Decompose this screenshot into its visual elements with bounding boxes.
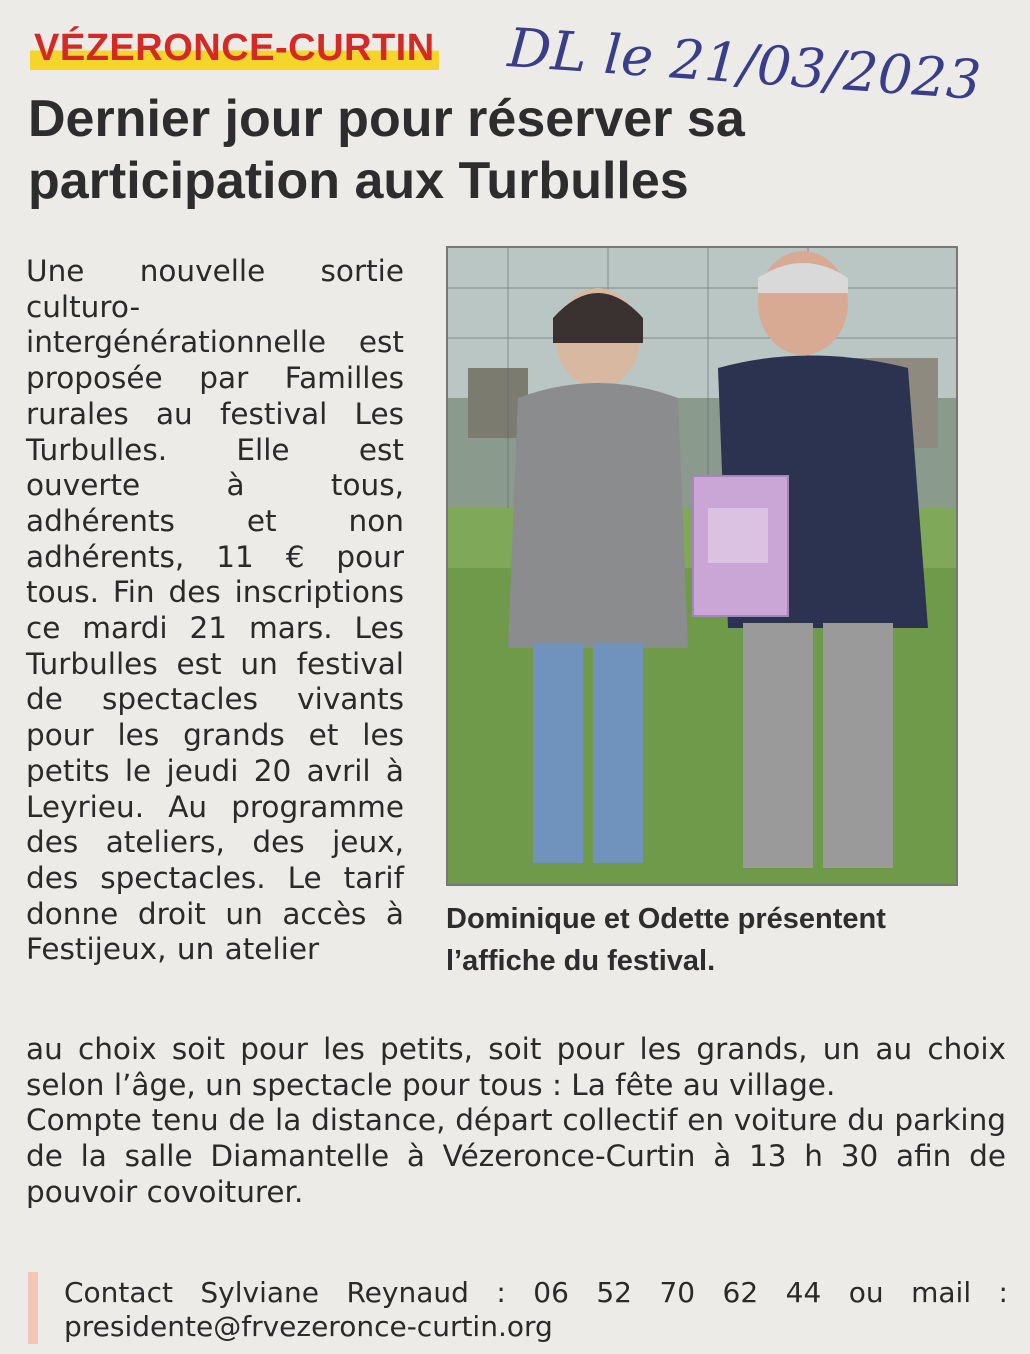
article-body-wide [26,1032,1006,1211]
headline: Dernier jour pour réserver sa participation aux Turbulles [28,90,745,210]
photo-caption: Dominique et Odette présentent l’affiche du festival. [446,903,886,977]
photo-illustration [448,248,956,884]
section-kicker: VÉZERONCE-CURTIN [30,22,439,74]
contact-line: Contact Sylviane Reynaud : 06 52 70 62 44 ou mail : presidente@frvezeronce-curtin.org [64,1276,1008,1343]
article-body-continued: au choix soit pour les petits, soit pour les grands, un au choix selon l’âge, un spectacle pour tous : La fête au village. [26,1032,1006,1102]
article-body-column: Une nouvelle sortie culturo-intergénérationnelle est proposée par Familles rurales au festival Les Turbulles. Elle est ouverte à tous, adhérents et non adhérents, 11 € pour tous. Fin des inscriptions ce mardi 21 mars. Les Turbulles est un festival de spectacles vivants pour les grands et les petits le jeudi 20 avril à Leyrieu. Au programme des ateliers, des jeux, des spectacles. Le tarif donne droit un accès à Festijeux, un atelier [26,254,404,967]
contact-accent-bar [28,1272,38,1344]
article-photo [446,246,958,886]
article-body-departure: Compte tenu de la distance, départ collectif en voiture du parking de la salle Diamantelle à Vézeronce-Curtin à 13 h 30 afin de pouvoir covoiturer. [26,1103,1006,1209]
handwritten-date-note: DL le 21/03/2023 [505,16,984,112]
